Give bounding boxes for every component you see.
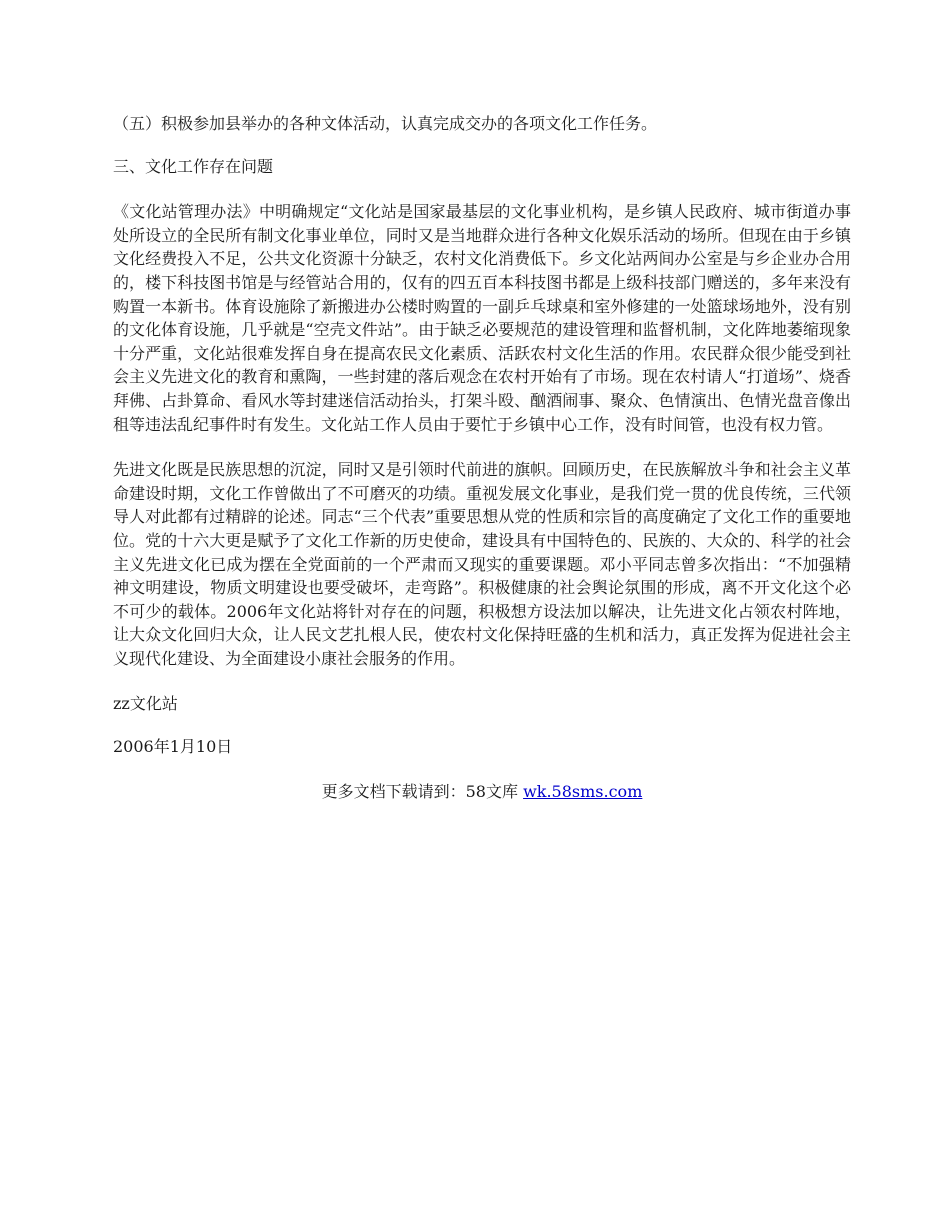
signature-line: zz文化站 bbox=[113, 694, 178, 714]
advanced-culture-paragraph: 先进文化既是民族思想的沉淀，同时又是引领时代前进的旗帜。回顾历史，在民族解放斗争和社会主义革命建设时期，文化工作曾做出了不可磨灭的功绩。重视发展文化事业，是我们党一贯的优良传统，三代领导人对此都有过精辟的论述。同志“三个代表”重要思想从党的性质和宗旨的高度确定了文化工作的重要地位。党的十六大更是赋予了文化工作新的历史使命，建设具有中国特色的、民族的、大众的、科学的社会主义先进文化已成为摆在全党面前的一个严肃而又现实的重要课题。邓小平同志曾多次指出：“不加强精神文明建设，物质文明建设也要受破坏，走弯路”。积极健康的社会舆论氛围的形成，离不开文化这个必不可少的载体。2006年文化站将针对存在的问题，积极想方设法加以解决，让先进文化占领农村阵地，让大众文化回归大众，让人民文艺扎根人民，使农村文化保持旺盛的生机和活力，真正发挥为促进社会主义现代化建设、为全面建设小康社会服务的作用。 bbox=[113, 460, 851, 668]
problem-paragraph: 《文化站管理办法》中明确规定“文化站是国家最基层的文化事业机构，是乡镇人民政府、城市街道办事处所设立的全民所有制文化事业单位，同时又是当地群众进行各种文化娱乐活动的场所。但现在由于乡镇文化经费投入不足，公共文化资源十分缺乏，农村文化消费低下。乡文化站两间办公室是与乡企业办合用的，楼下科技图书馆是与经管站合用的，仅有的四五百本科技图书都是上级科技部门赠送的，多年来没有购置一本新书。体育设施除了新搬进办公楼时购置的一副乒乓球桌和室外修建的一处篮球场地外，没有别的文化体育设施，几乎就是“空壳文件站”。由于缺乏必要规范的建设管理和监督机制，文化阵地萎缩现象十分严重，文化站很难发挥自身在提高农民文化素质、活跃农村文化生活的作用。农民群众很少能受到社会主义先进文化的教育和熏陶，一些封建的落后观念在农村开始有了市场。现在农村请人“打道场”、烧香拜佛、占卦算命、看风水等封建迷信活动抬头，打架斗殴、酗酒闹事、聚众、色情演出、色情光盘音像出租等违法乱纪事件时有发生。文化站工作人员由于要忙于乡镇中心工作，没有时间管，也没有权力管。 bbox=[113, 202, 851, 434]
item-five-text: （五）积极参加县举办的各种文体活动，认真完成交办的各项文化工作任务。 bbox=[113, 114, 658, 133]
footer-download-note bbox=[113, 780, 851, 804]
footer-link[interactable]: wk.58sms.com bbox=[523, 781, 643, 801]
date-line: 2006年1月10日 bbox=[113, 737, 233, 757]
section-three-heading: 三、文化工作存在问题 bbox=[113, 156, 274, 176]
footer-prefix: 更多文档下载请到：58文库 bbox=[321, 781, 524, 801]
document-page bbox=[113, 112, 851, 803]
